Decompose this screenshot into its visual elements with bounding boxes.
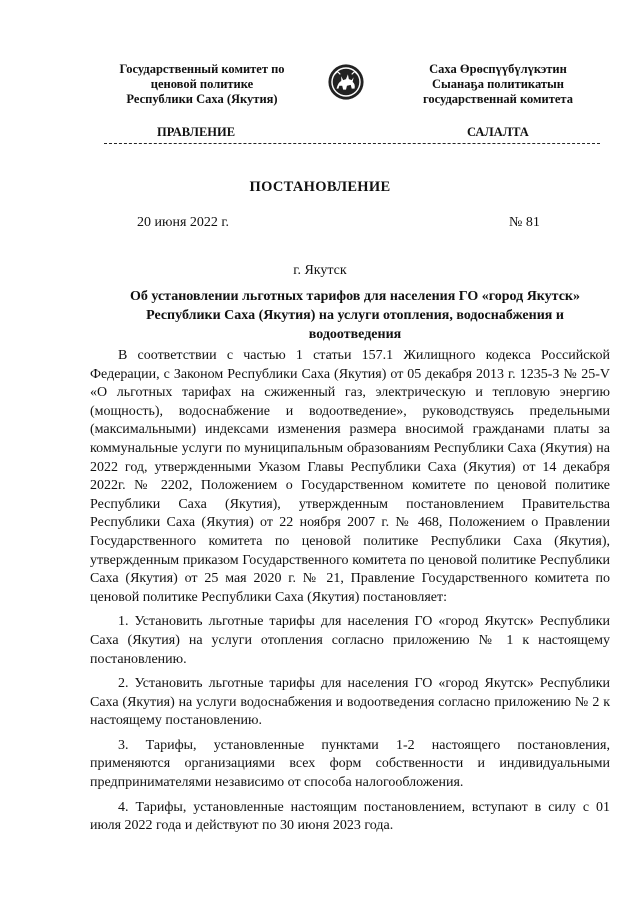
clause-paragraph: 3. Тарифы, установленные пунктами 1-2 настоящего постановления, применяются организациями всех форм собственности и индивидуальными предпринимателями независимо от способа налогообложения. xyxy=(90,737,610,791)
header-right-line: государственнай комитета xyxy=(423,92,573,106)
header-left-line: Республики Саха (Якутия) xyxy=(126,92,278,106)
clause-paragraph: 4. Тарифы, установленные настоящим постановлением, вступают в силу с 01 июля 2022 года и действуют по 30 июня 2023 года. xyxy=(90,799,610,834)
header-right-subtitle: САЛАЛТА xyxy=(467,125,529,139)
sakha-coat-of-arms-icon xyxy=(327,63,365,101)
document-city: г. Якутск xyxy=(293,263,347,278)
header-left-line: ценовой политике xyxy=(150,77,254,91)
header-right-org xyxy=(383,62,613,107)
document-number: № 81 xyxy=(509,215,540,230)
header-divider xyxy=(104,143,600,144)
header-left-subtitle: ПРАВЛЕНИЕ xyxy=(157,125,236,139)
clause-paragraph: 2. Установить льготные тарифы для населения ГО «город Якутск» Республики Саха (Якутия) на услуги водоснабжения и водоотведения согласно приложению № 2 к настоящему постановлению. xyxy=(90,676,610,729)
document-title: ПОСТАНОВЛЕНИЕ xyxy=(249,179,391,195)
preamble-paragraph: В соответствии с частью 1 статьи 157.1 Жилищного кодекса Российской Федерации, с Законом Республики Саха (Якутия) от 05 декабря 2013 г. 1235-З № 25-V «О льготных тарифах на сжиженный газ, электрическую и тепловую энергию (мощность), водоснабжение и водоотведение», руководствуясь предельными (максимальными) индексами изменения размера вносимой гражданами платы за коммунальные услуги по муниципальным образованиям Республики Саха (Якутия) на 2022 год, утвержденными Указом Главы Республики Саха (Якутия) от 14 декабря 2022г. № 2202, Положением о Государственном комитете по ценовой политике Республики Саха (Якутия), утвержденным постановлением Правительства Республики Саха (Якутия) от 22 ноября 2007 г. № 468, Положением о Правлении Государственного комитета по ценовой политике Республики Саха (Якутия), утвержденным приказом Государственного комитета по ценовой политике Республики Саха (Якутия) от 25 мая 2020 г. № 21, Правление Государственного комитета по ценовой политике Республики Саха (Якутия) постановляет: xyxy=(90,348,610,605)
document-subject: Об установлении льготных тарифов для населения ГО «город Якутск» Республики Саха (Якутия) на услуги отопления, водоснабжения и водоотведения xyxy=(129,289,581,342)
header-right-line: Саха Өрөспүүбүлүкэтин xyxy=(429,62,567,76)
header-left-line: Государственный комитет по xyxy=(119,62,285,76)
header-left-org xyxy=(87,62,317,107)
document-body xyxy=(90,347,610,836)
clause-paragraph: 1. Установить льготные тарифы для населения ГО «город Якутск» Республики Саха (Якутия) на услуги отопления согласно приложению № 1 к настоящему постановлению. xyxy=(90,614,610,667)
header-right-line: Сыанаҕа политикатын xyxy=(432,77,564,91)
document-date: 20 июня 2022 г. xyxy=(137,215,230,230)
